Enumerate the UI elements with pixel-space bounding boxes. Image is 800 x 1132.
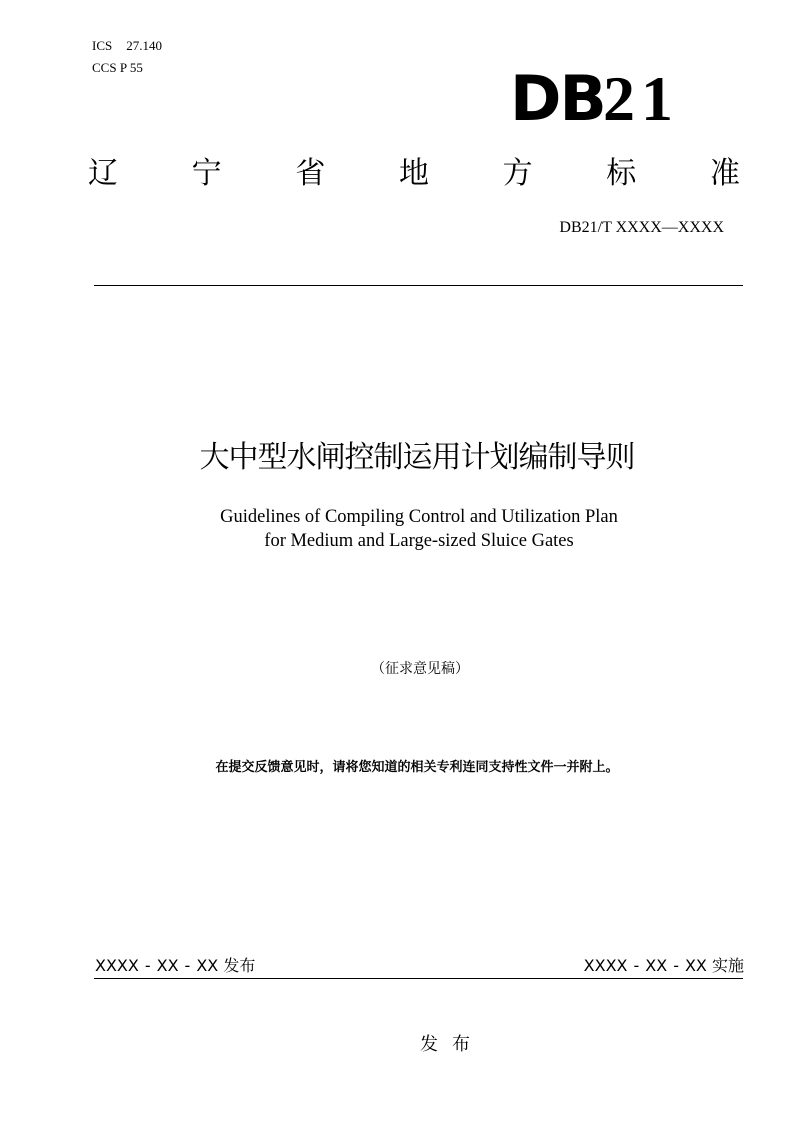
standard-number: DB21/T XXXX—XXXX xyxy=(559,219,724,236)
standard-type-char: 方 xyxy=(502,156,533,191)
standard-type-char: 标 xyxy=(606,156,637,191)
ccs-code: P 55 xyxy=(119,60,143,75)
standard-type-char: 辽 xyxy=(88,156,118,191)
ccs-label: CCS xyxy=(92,60,117,75)
issue-year: XXXX xyxy=(95,956,139,975)
ics-code: 27.140 xyxy=(126,38,162,53)
impl-suffix: 实施 xyxy=(711,956,744,975)
standard-type-char: 地 xyxy=(398,156,429,191)
issue-day: XX xyxy=(196,956,219,975)
ics-classification xyxy=(92,38,162,54)
document-title-en-line2: for Medium and Large-sized Sluice Gates xyxy=(264,531,574,551)
standard-type-char: 省 xyxy=(295,156,326,191)
header-divider xyxy=(94,285,743,286)
impl-day: XX xyxy=(684,956,707,975)
issue-suffix: 发布 xyxy=(223,956,256,975)
draft-status: （征求意见稿） xyxy=(371,661,469,677)
ccs-classification xyxy=(92,60,143,76)
logo-letters: DB xyxy=(510,62,605,135)
impl-month: XX xyxy=(645,956,668,975)
db21-logo xyxy=(510,62,690,136)
patent-notice: 在提交反馈意见时，请将您知道的相关专利连同支持性文件一并附上。 xyxy=(215,760,619,775)
standard-type-char: 准 xyxy=(709,156,740,191)
footer-divider xyxy=(94,978,743,979)
document-title-en-line1: Guidelines of Compiling Control and Utilization Plan xyxy=(220,507,618,527)
ics-label: ICS xyxy=(92,38,113,53)
issue-month: XX xyxy=(156,956,179,975)
standard-type-heading xyxy=(88,152,740,196)
impl-year: XXXX xyxy=(583,956,628,975)
document-title-zh: 大中型水闸控制运用计划编制导则 xyxy=(199,440,635,475)
implementation-date: XXXX - XX - XX 实施 xyxy=(583,956,744,975)
issue-date: XXXX - XX - XX 发布 xyxy=(95,956,256,975)
standard-type-char: 宁 xyxy=(191,156,222,191)
logo-number: 21 xyxy=(603,63,679,134)
issuer-line: 发布 xyxy=(420,1034,484,1055)
